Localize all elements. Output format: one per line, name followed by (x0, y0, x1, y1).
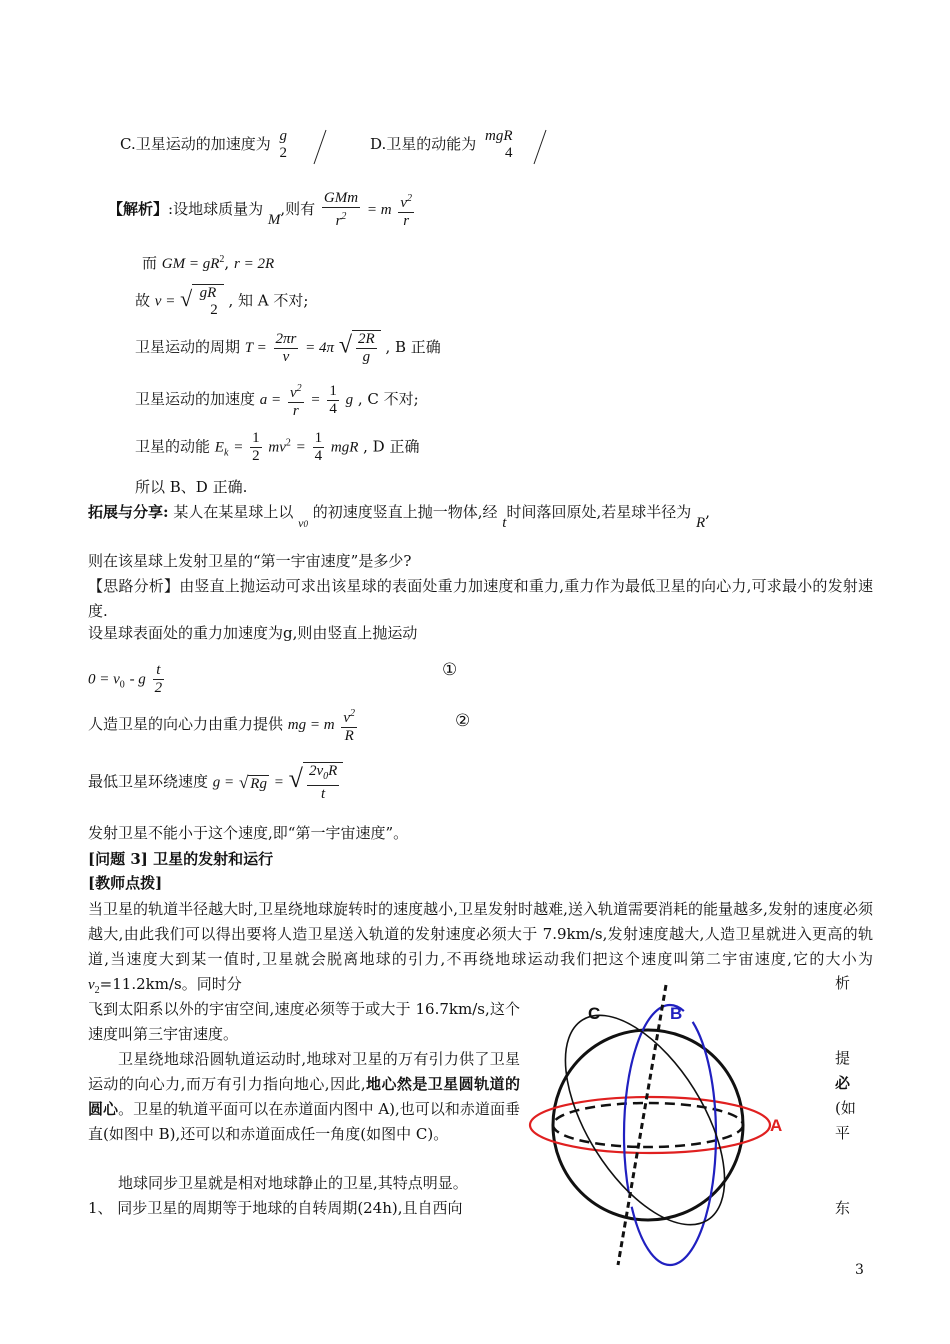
line6-pre: 卫星的动能 (135, 437, 211, 456)
line4-fraction (274, 331, 299, 366)
eqC-sqrt2: √ $\frac{2v_0R}{t}$ (289, 762, 344, 803)
line6-fraction1 (250, 430, 262, 465)
line5-eq: = (310, 392, 321, 408)
label-a: A (770, 1116, 783, 1135)
option-d-slash (530, 128, 550, 168)
analysis-line-5 (135, 380, 419, 420)
p2-bold: 地心然是卫星圆轨道的圆心 (88, 1075, 520, 1118)
label-b: B (670, 1004, 683, 1023)
orbit-a (530, 1097, 770, 1153)
option-d-den: 4 (505, 145, 513, 161)
line6-k: k (223, 447, 229, 459)
line3-fraction (196, 285, 220, 319)
line2-pre: 而 (142, 254, 158, 272)
eqA-mid: - g (129, 671, 146, 688)
eqA-fraction (153, 662, 165, 697)
problem3-paragraph-4: 1、 同步卫星的周期等于地球的自转周期(24h),且自西向 (88, 1199, 463, 1217)
orbit-figure (520, 975, 795, 1275)
option-c-label: C.卫星运动的加速度为 (120, 135, 271, 153)
extension-v0: v (298, 516, 304, 530)
line4-pre: 卫星运动的周期 (135, 338, 241, 356)
equation-2 (88, 705, 359, 745)
eqC-math: g = (212, 774, 235, 791)
eq1-right-num: v (400, 195, 408, 211)
line5-g: g (345, 392, 354, 408)
line6-eq2: = (295, 439, 306, 456)
line4-rnum: 2R (358, 331, 375, 347)
v2-sub: 2 (94, 985, 100, 996)
extension-line-2: 则在该星球上发射卫星的“第一宇宙速度”是多少? (88, 552, 412, 570)
line2-math: GM = gR (161, 256, 220, 272)
p2b-text: 。卫星的轨道平面可以在赤道面内图中 A),也可以和赤道面垂直(如图中 B),还可以和赤道面成任一角度(如图中 C)。 (88, 1100, 520, 1143)
line6-eq: = (233, 439, 244, 456)
eqC-rg: Rg (250, 775, 267, 792)
eqC-num: 2v (308, 763, 324, 779)
line3-num: gR (199, 285, 217, 301)
line3-v: v = (154, 293, 176, 310)
extension-v0-sub: 0 (303, 519, 308, 529)
extension-t3: 时间落回原处,若星球半径为 (506, 503, 692, 521)
option-d-label: D.卫星的动能为 (370, 135, 477, 153)
extension-t2: 的初速度竖直上抛一物体,经 (312, 503, 498, 521)
eqC-eq: = (273, 774, 284, 791)
side-char-2: 提 (835, 1049, 851, 1067)
eq1-left-den: r (335, 213, 342, 229)
eqB-math: mg = m (287, 717, 335, 733)
side-char-1: 析 (835, 974, 851, 992)
eq1-right-den: r (403, 213, 410, 229)
line5-a: a = (259, 392, 282, 408)
teacher-tag: [教师点拨] (88, 874, 163, 892)
label-c: C (588, 1004, 601, 1023)
line4-rden: g (362, 349, 371, 365)
problem3-paragraph-1b: 飞到太阳系以外的宇宙空间,速度必须等于或大于 16.7km/s,这个速度叫第三宇宙速度。 (88, 1000, 520, 1043)
line3-den: 2 (210, 302, 218, 318)
line6-E: E (214, 439, 224, 456)
problem3-title: [问题 3] 卫星的发射和运行 (88, 850, 274, 868)
eqA-den: 2 (154, 680, 163, 696)
orbit-b (624, 1005, 716, 1265)
eq1-mid: = m (366, 202, 392, 218)
line4-post: , B 正确 (385, 338, 441, 356)
extension-line-1 (88, 500, 710, 531)
mass-symbol: M (267, 212, 281, 228)
line5-fraction2 (327, 383, 339, 418)
line2-sep: , (224, 254, 230, 272)
line2-math2: r = 2R (233, 256, 275, 272)
line6-d2: 4 (314, 448, 323, 464)
extension-tag: 拓展与分享: (88, 503, 169, 521)
extension-R: R (696, 515, 706, 531)
p1-text: 当卫星的轨道半径越大时,卫星绕地球旋转时的速度越小,卫星发射时越难,送入轨道需要消耗的能量越多,发射的速度必须越大,由此我们可以得出要将人造卫星送入轨道的发射速度必须大于 7.9km/s,发射速度越大,人造卫星就进入更高的轨道,当速度大到某一值时,卫星就会脱离地球的引力,不再绕地球运动我们把这个速度叫第二宇宙速度,它的大小为 (88, 900, 873, 968)
extension-t4: , (705, 503, 710, 521)
line5-den2: 4 (329, 400, 337, 417)
option-d-fraction (483, 128, 515, 162)
analysis-tag: 【解析】 (108, 200, 169, 218)
eqB-den: R (344, 728, 354, 744)
eqB-fraction: $\frac{v^2}{R}$ (341, 705, 357, 745)
eqC-fraction (307, 763, 339, 803)
line5-num2: 1 (329, 382, 337, 399)
eqB-pre: 人造卫星的向心力由重力提供 (88, 715, 284, 733)
side-char-4: (如 (835, 1099, 856, 1117)
extension-final: 发射卫星不能小于这个速度,即“第一宇宙速度”。 (88, 824, 409, 842)
set-gravity: 设星球表面处的重力加速度为g,则由竖直上抛运动 (88, 624, 418, 642)
line4-sqrt: √ $\frac{2R}{g}$ (339, 330, 381, 366)
line3-post: , 知 A 不对; (228, 291, 309, 310)
analysis-intro: :设地球质量为 (168, 200, 264, 218)
line5-den: r (292, 403, 299, 419)
eqC-sub: 0 (323, 771, 329, 782)
extension-t: t (502, 515, 507, 531)
equation-1-mark: ① (442, 660, 458, 680)
line6-mgR: mgR (330, 439, 359, 456)
line6-post: , D 正确 (363, 437, 420, 456)
extension-t1: 某人在某星球上以 (173, 503, 294, 521)
option-c-fraction (278, 128, 290, 162)
line3-pre: 故 (135, 291, 151, 310)
eqC-den: t (321, 786, 326, 802)
eqB-num: v (343, 710, 351, 726)
option-c-den: 2 (279, 145, 287, 161)
line4-num: 2πr (275, 330, 297, 347)
line3-sqrt: √ gR 2 (180, 284, 224, 319)
analysis-line-4 (135, 330, 441, 366)
eq1-right-fraction: $\frac{v^2}{r}$ (398, 190, 414, 230)
eqA-num: t (153, 662, 165, 680)
eqC-pre: 最低卫星环绕速度 (88, 772, 209, 791)
line6-mv: mv (268, 439, 286, 456)
line4-mid: = 4π (305, 340, 335, 356)
line4-den: v (282, 348, 290, 365)
eq1-left-num: GMm (323, 190, 359, 206)
eqA-sub: 0 (119, 679, 125, 691)
problem3-paragraph-2 (88, 1047, 520, 1147)
side-char-3: 必 (835, 1074, 851, 1092)
line5-pre: 卫星运动的加速度 (135, 390, 256, 408)
line6-n2: 1 (314, 430, 323, 446)
analysis-line-3 (135, 284, 308, 319)
analysis-conclusion: 所以 B、D 正确. (135, 478, 248, 496)
analysis-line-6: 卫星的动能 $E_k$ = $\frac{1}{2}$ $mv^2$ = $\frac{1}{4}$ mgR , D 正确 (135, 430, 420, 464)
orbit-c (533, 989, 756, 1251)
line6-fraction2 (313, 430, 325, 465)
problem3-paragraph-3: 地球同步卫星就是相对地球静止的卫星,其特点明显。 (118, 1174, 468, 1192)
v2-symbol: v (88, 977, 95, 993)
line5-fraction: $\frac{v^2}{r}$ (288, 380, 304, 420)
analysis-line-2: 而 GM = $gR^2$, r = 2R (142, 254, 275, 272)
equation-1 (88, 662, 166, 697)
p2a-text: 卫星绕地球沿圆轨道运动时,地球对卫星的万有引力供了卫星运动的向心力,而万有引力指向地心,因此, (88, 1050, 520, 1093)
line4-root-fraction (356, 331, 377, 366)
v2-value: =11.2km/s。同时分 (99, 975, 242, 993)
equation-3 (88, 762, 343, 803)
side-char-6: 东 (835, 1199, 851, 1217)
eqC-sqrt1: √ Rg (238, 772, 267, 792)
idea-analysis: 【思路分析】由竖直上抛运动可求出该星球的表面处重力加速度和重力,重力作为最低卫星的向心力,可求最小的发射速度. (88, 577, 873, 620)
option-d (370, 128, 517, 162)
eqC-R: R (328, 763, 338, 779)
line6-n1: 1 (252, 430, 260, 446)
line4-T: T = (244, 340, 267, 356)
option-d-num: mgR (485, 128, 513, 144)
page-number: 3 (855, 1262, 864, 1278)
line5-num: v (289, 385, 297, 401)
side-char-5: 平 (835, 1124, 851, 1142)
eqA-left: 0 = v (88, 671, 120, 688)
analysis-line-1 (108, 190, 416, 230)
line5-post: , C 不对; (357, 390, 419, 408)
option-c (120, 128, 291, 162)
option-c-slash (310, 128, 330, 168)
option-c-num: g (279, 128, 287, 144)
eq1-left-fraction: $\frac{\text{GMm}}{r^2}$ (323, 190, 359, 229)
equation-2-mark: ② (455, 711, 471, 731)
line6-d1: 2 (252, 448, 260, 464)
analysis-then: ,则有 (280, 200, 316, 218)
